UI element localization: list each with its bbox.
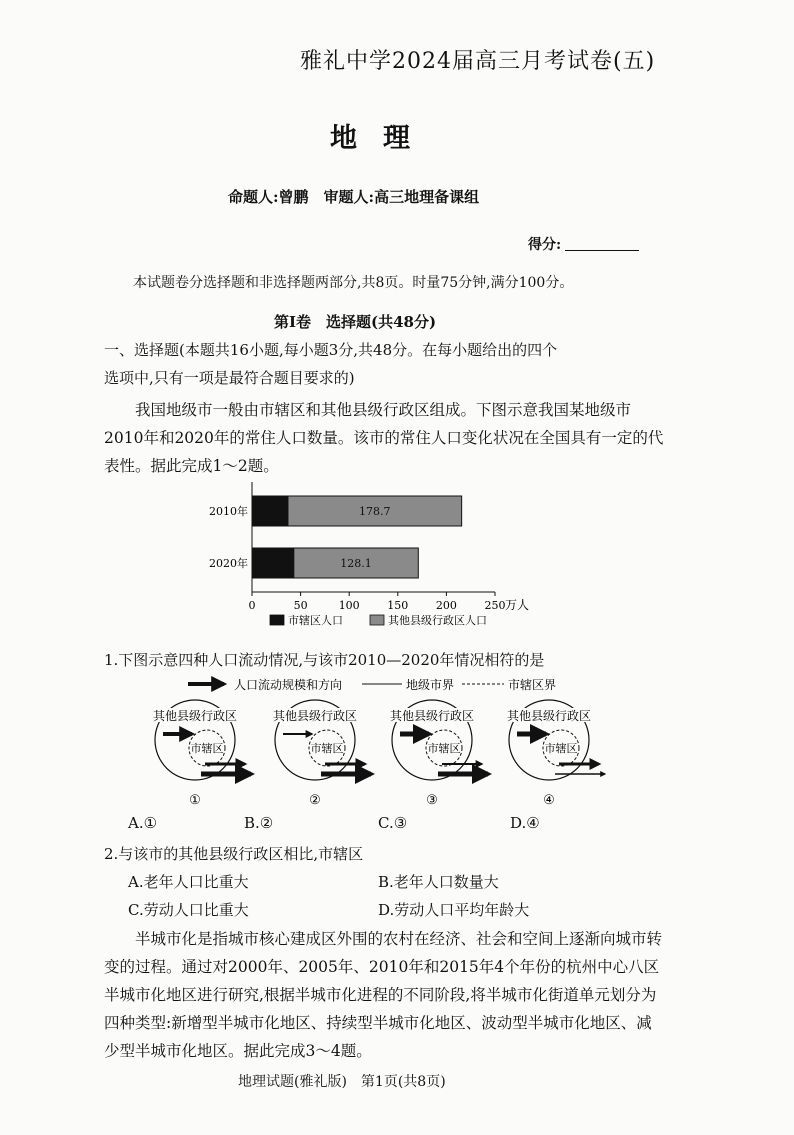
chart-x-tick-label: 250 (484, 599, 506, 612)
question-1-stem: 1.下图示意四种人口流动情况,与该市2010—2020年情况相符的是 (104, 651, 545, 669)
outer-region-label: 其他县级行政区 (152, 709, 238, 723)
q1-option-b[interactable]: B.② (244, 814, 274, 832)
chart-legend-label: 市辖区人口 (288, 614, 343, 627)
inner-district-label: 市辖区 (427, 742, 461, 755)
chart-x-tick-label: 150 (387, 599, 409, 612)
population-bar-chart (190, 482, 550, 642)
diagram-number: ② (309, 793, 321, 808)
page-footer: 地理试题(雅礼版) 第1页(共8页) (238, 1074, 446, 1090)
chart-bar-segment (252, 548, 294, 578)
question-2-stem: 2.与该市的其他县级行政区相比,市辖区 (104, 845, 364, 863)
chart-data-label: 128.1 (340, 557, 372, 570)
q1-option-a[interactable]: A.① (128, 814, 158, 832)
chart-legend-label: 其他县级行政区人口 (388, 614, 487, 627)
exam-notice: 本试题卷分选择题和非选择题两部分,共8页。时量75分钟,满分100分。 (133, 275, 574, 291)
outer-region-label: 其他县级行政区 (506, 709, 592, 723)
inner-district-label: 市辖区 (544, 742, 578, 755)
chart-x-tick-label: 200 (435, 599, 457, 612)
district-boundary-label: 市辖区界 (508, 678, 557, 692)
q1-option-c[interactable]: C.③ (378, 814, 408, 832)
chart-category-label: 2010年 (209, 505, 248, 518)
q2-option-b[interactable]: B.老年人口数量大 (378, 873, 499, 891)
inner-district-label: 市辖区 (190, 742, 224, 755)
section-title: 第Ⅰ卷 选择题(共48分) (274, 313, 437, 331)
population-flow-diagrams (140, 674, 640, 809)
authors-line: 命题人:曾鹏 审题人:高三地理备课组 (228, 188, 480, 206)
exam-header-title: 雅礼中学2024届高三月考试卷(五) (300, 49, 656, 74)
outer-region-label: 其他县级行政区 (389, 709, 475, 723)
flow-legend (188, 677, 556, 692)
diagram-number: ④ (543, 793, 555, 808)
q2-option-a[interactable]: A.老年人口比重大 (128, 873, 249, 891)
q1-option-d[interactable]: D.④ (510, 814, 540, 832)
passage-2: 半城市化是指城市核心建成区外围的农村在经济、社会和空间上逐渐向城市转变的过程。通过对2000年、2005年、2010年和2015年4个年份的杭州中心八区半城市化地区进行研究,根据半城市化进程的不同阶段,将半城市化街道单元划分为四种类型:新增型半城市化地区、持续型半城市化地区、波动型半城市化地区、减少型半城市化地区。据此完成3～4题。 (104, 930, 663, 1060)
chart-x-tick-label: 50 (293, 599, 308, 612)
instructions-line-2: 选项中,只有一项是最符合题目要求的) (104, 369, 355, 387)
inner-district-label: 市辖区 (310, 742, 344, 755)
chart-category-label: 2020年 (209, 557, 248, 570)
q2-option-c[interactable]: C.劳动人口比重大 (128, 901, 249, 919)
diagram-number: ③ (426, 793, 438, 808)
chart-x-tick-label: 0 (248, 599, 256, 612)
score-blank[interactable] (565, 250, 639, 251)
passage-1: 我国地级市一般由市辖区和其他县级行政区组成。下图示意我国某地级市2010年和2020年的常住人口数量。该市的常住人口变化状况在全国具有一定的代表性。据此完成1～2题。 (104, 401, 664, 475)
city-boundary-label: 地级市界 (406, 678, 455, 692)
flow-legend-label: 人口流动规模和方向 (234, 678, 343, 692)
q2-option-d[interactable]: D.劳动人口平均年龄大 (378, 901, 530, 919)
chart-bar-segment (252, 496, 288, 526)
diagram-number: ① (189, 793, 201, 808)
chart-x-tick-label: 100 (338, 599, 360, 612)
outer-region-label: 其他县级行政区 (272, 709, 358, 723)
instructions-line-1: 一、选择题(本题共16小题,每小题3分,共48分。在每小题给出的四个 (104, 341, 558, 359)
score-label: 得分: (528, 237, 562, 253)
chart-legend-swatch (370, 615, 384, 625)
chart-x-unit: 万人 (505, 598, 530, 612)
chart-legend-swatch (270, 615, 284, 625)
subject-title: 地理 (330, 123, 436, 154)
chart-data-label: 178.7 (359, 505, 391, 518)
score-field[interactable] (528, 234, 639, 254)
